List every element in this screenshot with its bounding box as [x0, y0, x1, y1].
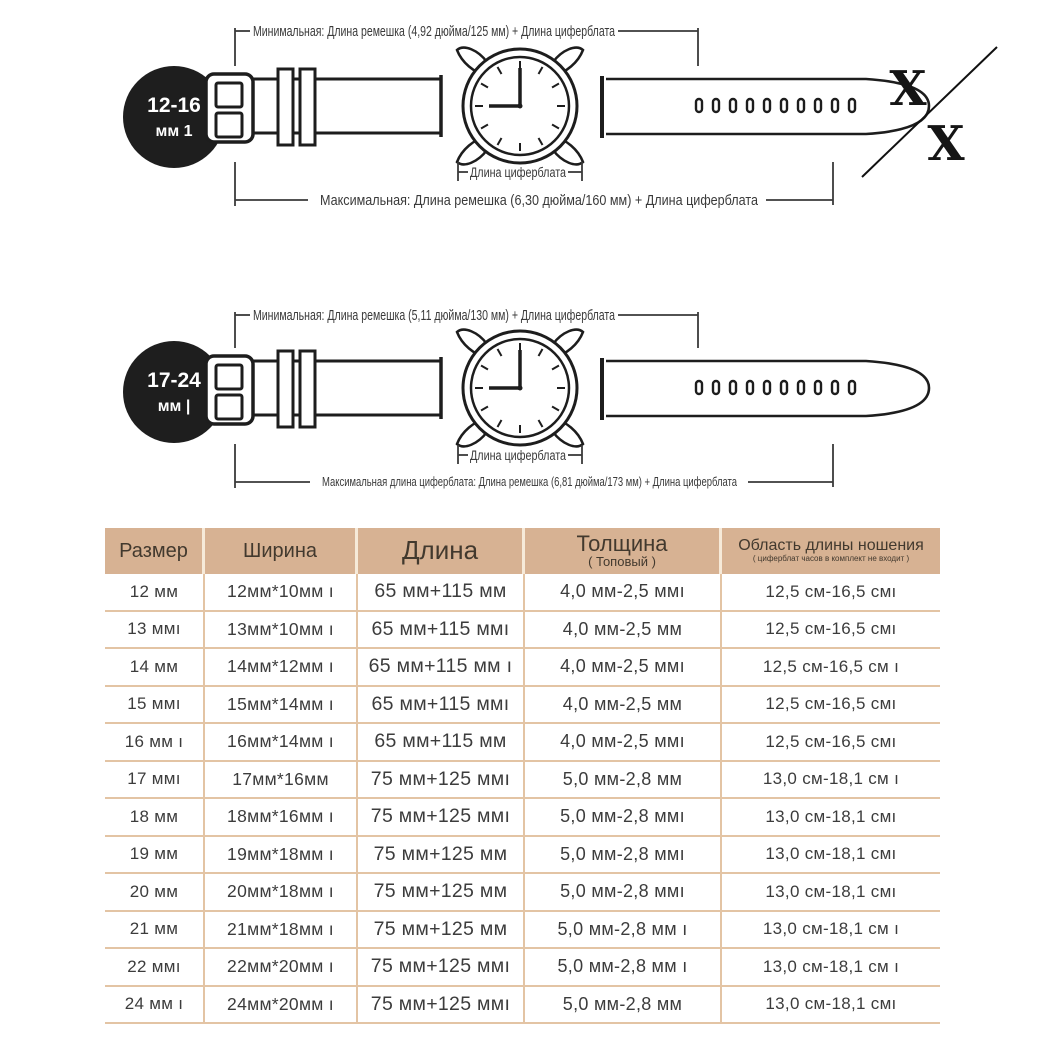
right-strap: [602, 358, 929, 420]
table-cell: 22 ммı: [105, 949, 205, 985]
table-row: [105, 612, 940, 650]
table-cell: 13,0 см-18,1 смı: [765, 881, 897, 901]
watermark-x-top: X: [889, 61, 927, 117]
table-cell: 13,0 см-18,1 см ı: [762, 956, 900, 976]
table-cell: 12 мм: [105, 574, 205, 610]
table-row: [105, 912, 940, 950]
table-cell: 4,0 мм-2,5 ммı: [525, 649, 722, 685]
table-cell: 5,0 мм-2,8 мм ı: [525, 912, 722, 948]
table-cell: 19 мм: [105, 837, 205, 873]
column-header-length: [358, 528, 525, 574]
table-cell: 5,0 мм-2,8 мм ı: [525, 949, 722, 985]
strap-holes: [696, 99, 855, 112]
table-row: [105, 649, 940, 687]
strap-keeper: [300, 351, 315, 427]
table-cell: 13,0 см-18,1 см ı: [762, 919, 900, 939]
table-cell: 18мм*16мм ı: [205, 799, 358, 835]
table-cell: 20мм*18мм ı: [205, 874, 358, 910]
table-cell: 16мм*14мм ı: [205, 724, 358, 760]
table-cell: 75 мм+125 ммı: [358, 949, 525, 985]
column-header-title: Ширина: [243, 539, 317, 562]
strap-keeper: [300, 69, 315, 145]
table-cell: 12,5 см-16,5 смı: [765, 581, 897, 601]
dial-length-label: Длина циферблата: [470, 165, 567, 180]
strap-keeper: [278, 351, 293, 427]
badge-unit: мм |: [157, 398, 191, 415]
watermark-x-bottom: X: [927, 116, 965, 172]
watch-diagram-small-sizes: [0, 0, 1044, 215]
left-strap: [253, 351, 441, 427]
table-cell: 12мм*10мм ı: [205, 574, 358, 610]
min-length-label: Минимальная: Длина ремешка (4,92 дюйма/125 мм) + Длина циферблата: [253, 24, 616, 40]
dial-length-annotation: [458, 162, 582, 181]
size-table-body: [105, 574, 940, 1024]
table-cell: 17 ммı: [105, 762, 205, 798]
table-row: [105, 874, 940, 912]
table-cell: 24мм*20мм ı: [205, 987, 358, 1023]
table-cell: 65 мм+115 мм: [358, 724, 525, 760]
table-row: [105, 949, 940, 987]
table-cell: 75 мм+125 мм: [358, 874, 525, 910]
table-cell: 18 мм: [105, 799, 205, 835]
watch-face-icon: [457, 330, 583, 447]
table-cell: 16 мм ı: [105, 724, 205, 760]
table-cell: 24 мм ı: [105, 987, 205, 1023]
column-header-title: Область длины ношения: [738, 537, 924, 555]
max-length-label: Максимальная длина циферблата: Длина ремешка (6,81 дюйма/173 мм) + Длина циферблата: [322, 475, 738, 489]
table-row: [105, 574, 940, 612]
table-cell: 17мм*16мм: [205, 762, 358, 798]
table-cell: 13 ммı: [105, 612, 205, 648]
table-row: [105, 987, 940, 1025]
left-strap: [253, 69, 441, 145]
column-header-size: [105, 528, 205, 574]
size-table: [105, 528, 940, 1024]
column-header-title: Размер: [119, 539, 188, 562]
table-cell: 5,0 мм-2,8 мм: [525, 987, 722, 1023]
table-cell: 12,5 см-16,5 смı: [765, 731, 897, 751]
table-cell: 20 мм: [105, 874, 205, 910]
table-cell: 65 мм+115 ммı: [358, 687, 525, 723]
badge-range: 12-16: [147, 94, 201, 117]
strap-keeper: [278, 69, 293, 145]
table-cell: 12,5 см-16,5 смı: [765, 694, 897, 714]
table-cell: 12,5 см-16,5 смı: [765, 619, 897, 639]
table-cell: 4,0 мм-2,5 мм: [525, 612, 722, 648]
table-cell: 22мм*20мм ı: [205, 949, 358, 985]
table-row: [105, 724, 940, 762]
max-length-label: Максимальная: Длина ремешка (6,30 дюйма/160 мм) + Длина циферблата: [320, 193, 759, 209]
table-cell: 13,0 см-18,1 смı: [765, 806, 897, 826]
column-header-subtitle: ( циферблат часов в комплект не входит ): [752, 554, 910, 563]
badge-unit: мм 1: [155, 123, 193, 140]
table-cell: 13,0 см-18,1 смı: [765, 844, 897, 864]
strap-holes: [696, 381, 855, 394]
table-cell: 5,0 мм-2,8 ммı: [525, 799, 722, 835]
column-header-title: Длина: [401, 535, 479, 566]
table-row: [105, 799, 940, 837]
table-cell: 75 мм+125 ммı: [358, 762, 525, 798]
watch-diagram-large-sizes: [0, 282, 1044, 497]
table-cell: 65 мм+115 мм ı: [358, 649, 525, 685]
table-cell: 65 мм+115 мм: [358, 574, 525, 610]
table-cell: 13,0 см-18,1 см ı: [762, 769, 900, 789]
badge-range: 17-24: [147, 369, 201, 392]
table-cell: 4,0 мм-2,5 мм: [525, 687, 722, 723]
column-header-thickness: [525, 528, 722, 574]
table-cell: 75 мм+125 мм: [358, 912, 525, 948]
table-cell: 13мм*10мм ı: [205, 612, 358, 648]
table-cell: 19мм*18мм ı: [205, 837, 358, 873]
table-cell: 65 мм+115 ммı: [358, 612, 525, 648]
column-header-subtitle: ( Топовый ): [588, 554, 656, 570]
table-cell: 4,0 мм-2,5 ммı: [525, 574, 722, 610]
buckle-icon: [206, 74, 253, 142]
table-cell: 5,0 мм-2,8 ммı: [525, 874, 722, 910]
table-cell: 15мм*14мм ı: [205, 687, 358, 723]
table-cell: 14 мм: [105, 649, 205, 685]
dial-length-label: Длина циферблата: [470, 448, 567, 463]
table-cell: 12,5 см-16,5 см ı: [762, 656, 900, 676]
right-strap: [602, 76, 929, 138]
watch-face-icon: [457, 48, 583, 165]
table-cell: 75 мм+125 мм: [358, 837, 525, 873]
table-header-row: [105, 528, 940, 574]
table-cell: 21мм*18мм ı: [205, 912, 358, 948]
table-cell: 21 мм: [105, 912, 205, 948]
table-cell: 75 мм+125 ммı: [358, 799, 525, 835]
dial-length-annotation: [458, 445, 582, 464]
table-cell: 5,0 мм-2,8 ммı: [525, 837, 722, 873]
watermark-x: [862, 47, 997, 177]
table-cell: 5,0 мм-2,8 мм: [525, 762, 722, 798]
table-row: [105, 687, 940, 725]
column-header-wear-range: [722, 528, 940, 574]
min-length-label: Минимальная: Длина ремешка (5,11 дюйма/130 мм) + Длина циферблата: [253, 308, 616, 324]
table-row: [105, 762, 940, 800]
table-cell: 15 ммı: [105, 687, 205, 723]
table-cell: 4,0 мм-2,5 ммı: [525, 724, 722, 760]
column-header-width: [205, 528, 358, 574]
column-header-title: Толщина: [576, 531, 668, 557]
table-cell: 75 мм+125 ммı: [358, 987, 525, 1023]
table-cell: 14мм*12мм ı: [205, 649, 358, 685]
buckle-icon: [206, 356, 253, 424]
table-cell: 13,0 см-18,1 смı: [765, 994, 897, 1014]
table-row: [105, 837, 940, 875]
